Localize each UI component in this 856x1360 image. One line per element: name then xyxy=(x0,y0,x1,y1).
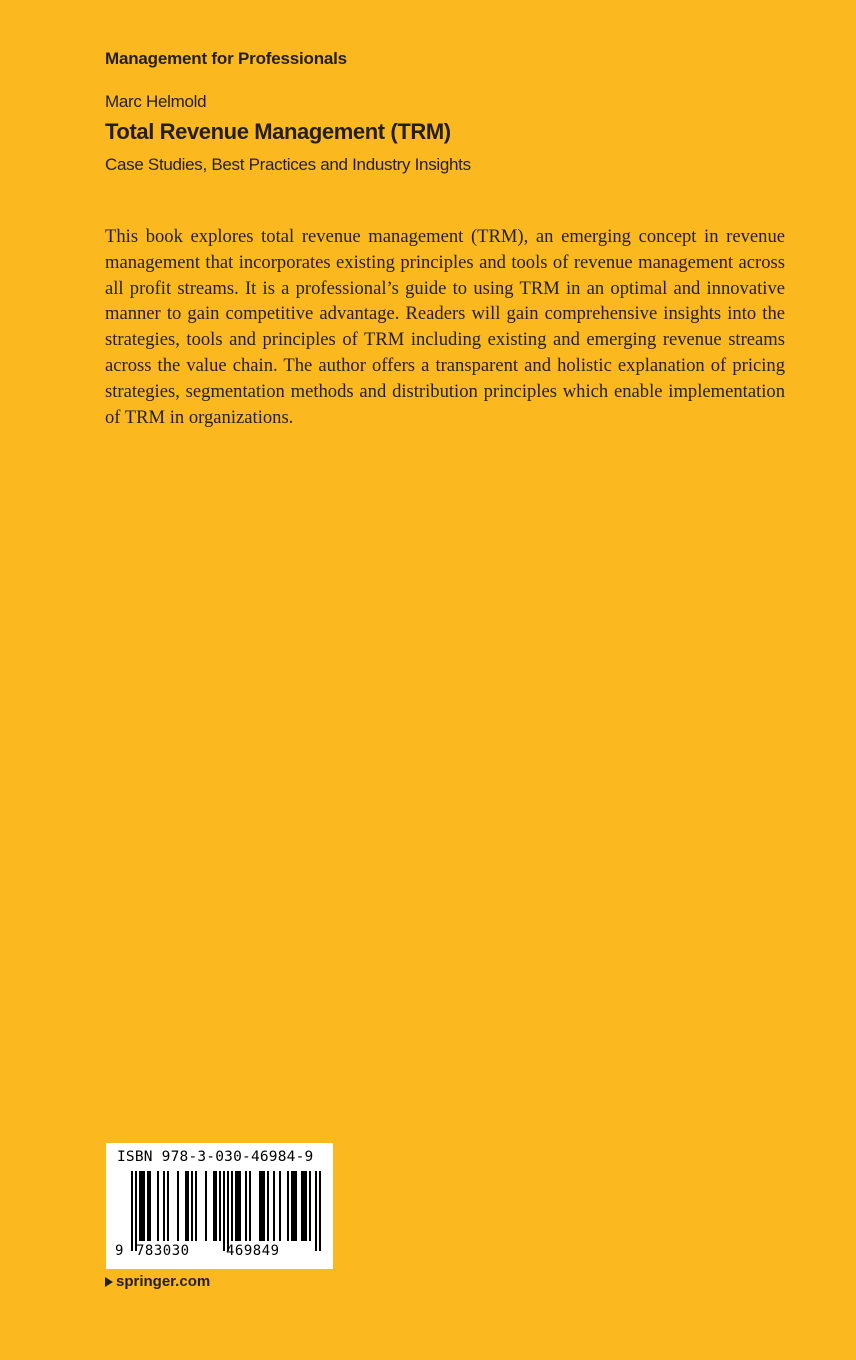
arrow-right-icon xyxy=(105,1277,113,1287)
isbn-label: ISBN 978-3-030-46984-9 xyxy=(117,1149,314,1165)
barcode-bar xyxy=(195,1171,197,1241)
book-description: This book explores total revenue management (TRM), an emerging concept in revenue management that incorporates existing principles and tools of revenue management across all profit streams. It is a professional’s guide to using TRM in an optimal and innovative manner to gain competitive advantage. Readers will gain comprehensive insights into the strategies, tools and principles of TRM including existing and emerging revenue streams across the value chain. The author offers a transparent and holistic explanation of pricing strategies, segmentation methods and distribution principles which enable implementation of TRM in organizations. xyxy=(105,226,785,428)
barcode-bar xyxy=(141,1171,143,1241)
barcode-bar xyxy=(249,1171,251,1241)
barcode-bar xyxy=(143,1171,145,1241)
barcode-bar xyxy=(305,1171,307,1241)
barcode-digits-right: 469849 xyxy=(226,1243,280,1259)
website-label: springer.com xyxy=(116,1273,211,1290)
barcode-bar xyxy=(131,1171,133,1251)
barcode-bar xyxy=(205,1171,207,1241)
barcode-bar xyxy=(219,1171,221,1241)
barcode-bar xyxy=(319,1171,321,1251)
barcode-bar xyxy=(301,1171,303,1241)
barcode-bar xyxy=(295,1171,297,1241)
barcode-bar xyxy=(315,1171,317,1251)
barcode-bar xyxy=(261,1171,263,1241)
barcode-bar xyxy=(135,1171,137,1251)
barcode-digit-first: 9 xyxy=(115,1243,124,1259)
barcode-bar xyxy=(291,1171,293,1241)
barcode-bar xyxy=(215,1171,217,1241)
barcode-bar xyxy=(227,1171,229,1251)
barcode-digits-left: 783030 xyxy=(136,1243,190,1259)
barcode-bar xyxy=(235,1171,237,1241)
barcode-bar xyxy=(263,1171,265,1241)
book-title: Total Revenue Management (TRM) xyxy=(105,119,451,144)
barcode-bar xyxy=(293,1171,295,1241)
barcode-bar xyxy=(167,1171,169,1241)
barcode-bar xyxy=(309,1171,311,1241)
barcode-bar xyxy=(157,1171,159,1241)
barcode-bar xyxy=(223,1171,225,1251)
barcode-bar xyxy=(213,1171,215,1241)
barcode-bar xyxy=(149,1171,151,1241)
series-name: Management for Professionals xyxy=(105,49,347,68)
barcode-bar xyxy=(163,1171,165,1241)
barcode-bar xyxy=(259,1171,261,1241)
author-name: Marc Helmold xyxy=(105,92,207,111)
publisher-website xyxy=(105,1273,210,1290)
barcode-bar xyxy=(185,1171,187,1241)
barcode-bar xyxy=(231,1171,233,1241)
barcode-bar xyxy=(287,1171,289,1241)
barcode-bar xyxy=(147,1171,149,1241)
barcode-bar xyxy=(267,1171,269,1241)
barcode-bar xyxy=(245,1171,247,1241)
barcode-bar xyxy=(237,1171,239,1241)
barcode-bar xyxy=(191,1171,193,1241)
book-subtitle: Case Studies, Best Practices and Industry Insights xyxy=(105,155,471,174)
barcode-bar xyxy=(177,1171,179,1241)
barcode-bar xyxy=(139,1171,141,1241)
barcode-bar xyxy=(279,1171,281,1241)
barcode-bar xyxy=(187,1171,189,1241)
barcode-bar xyxy=(273,1171,275,1241)
barcode-bar xyxy=(239,1171,241,1241)
barcode-panel xyxy=(106,1143,333,1269)
barcode-bar xyxy=(303,1171,305,1241)
